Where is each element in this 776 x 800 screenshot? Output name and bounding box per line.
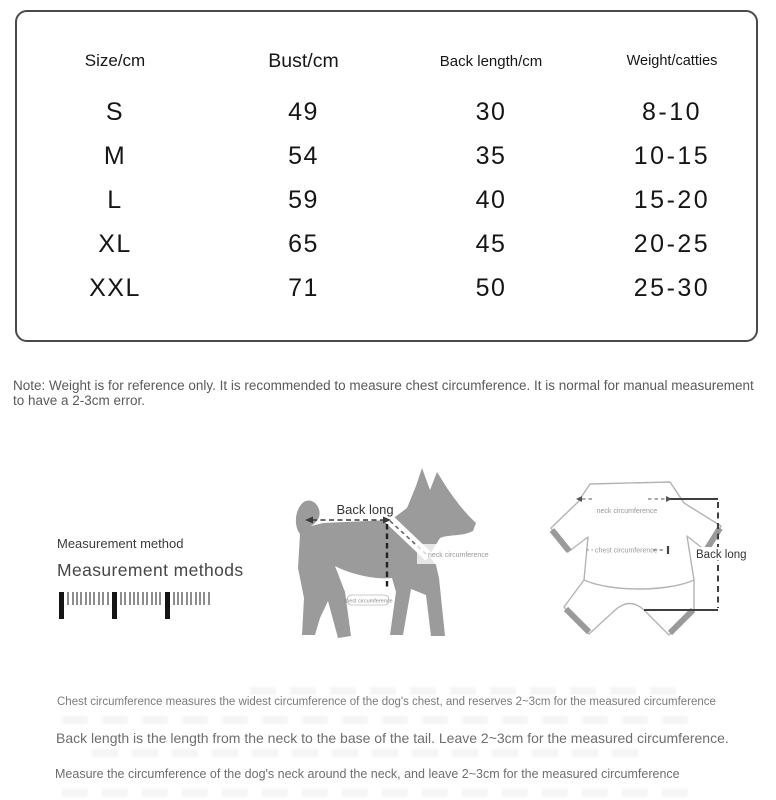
table-cell-back: 45 — [475, 229, 507, 258]
table-cell-bust: 59 — [288, 185, 319, 214]
table-cell-size: L — [107, 185, 123, 214]
column-header-back-length: Back length/cm — [439, 52, 543, 70]
garment-back-long-label: Back long — [696, 549, 747, 561]
ghost-text-artifact — [250, 687, 680, 695]
column-header-size: Size/cm — [84, 51, 146, 70]
garment-flat-diagram — [548, 475, 748, 650]
instruction-back-length: Back length is the length from the neck to the base of the tail. Leave 2~3cm for the measured circumference. — [56, 730, 729, 746]
measurement-methods-title: Measurement methods — [57, 560, 244, 580]
ruler-major-tick — [165, 592, 170, 619]
garment-neck-label: neck circumference — [596, 508, 658, 515]
ghost-text-artifact — [62, 789, 702, 797]
table-cell-back: 35 — [475, 141, 507, 170]
table-cell-weight: 15-20 — [633, 185, 711, 214]
table-cell-bust: 54 — [288, 141, 319, 170]
dog-silhouette-diagram — [295, 468, 510, 648]
ruler-major-tick — [59, 592, 64, 619]
ruler-minor-ticks — [118, 592, 164, 605]
size-table — [15, 10, 758, 342]
table-cell-bust: 49 — [288, 97, 319, 126]
table-cell-back: 50 — [475, 273, 507, 302]
table-cell-weight: 8-10 — [641, 97, 703, 126]
table-cell-weight: 20-25 — [633, 229, 711, 258]
dog-chest-label: chest circumference — [343, 598, 393, 605]
ghost-text-artifact — [92, 749, 652, 757]
measurement-method-label: Measurement method — [57, 536, 184, 551]
table-cell-back: 30 — [475, 97, 507, 126]
ruler-icon — [58, 592, 212, 619]
table-cell-weight: 10-15 — [633, 141, 711, 170]
table-cell-back: 40 — [475, 185, 507, 214]
instruction-neck: Measure the circumference of the dog's neck around the neck, and leave 2~3cm for the measured circumference — [55, 767, 680, 781]
ruler-minor-ticks — [65, 592, 111, 605]
dog-back-long-label: Back long — [336, 502, 394, 517]
ghost-text-artifact — [62, 716, 702, 724]
table-cell-bust: 65 — [288, 229, 319, 258]
table-cell-bust: 71 — [288, 273, 319, 302]
table-cell-size: XL — [98, 229, 132, 258]
ruler-minor-ticks — [171, 592, 212, 605]
ruler-major-tick — [112, 592, 117, 619]
table-cell-weight: 25-30 — [633, 273, 711, 302]
instruction-chest: Chest circumference measures the widest circumference of the dog's chest, and reserves 2~3cm for the measured circumference — [57, 696, 716, 708]
dog-neck-label: neck circumference — [428, 552, 489, 559]
table-cell-size: M — [103, 141, 127, 170]
column-header-weight: Weight/catties — [626, 53, 718, 69]
table-cell-size: S — [105, 97, 125, 126]
garment-chest-label: chest circumference — [595, 547, 658, 555]
table-cell-size: XXL — [89, 273, 141, 302]
column-header-bust: Bust/cm — [268, 49, 339, 72]
weight-reference-note: Note: Weight is for reference only. It is recommended to measure chest circumference. It is normal for manual measurement to have a 2-3cm error. — [13, 378, 754, 408]
